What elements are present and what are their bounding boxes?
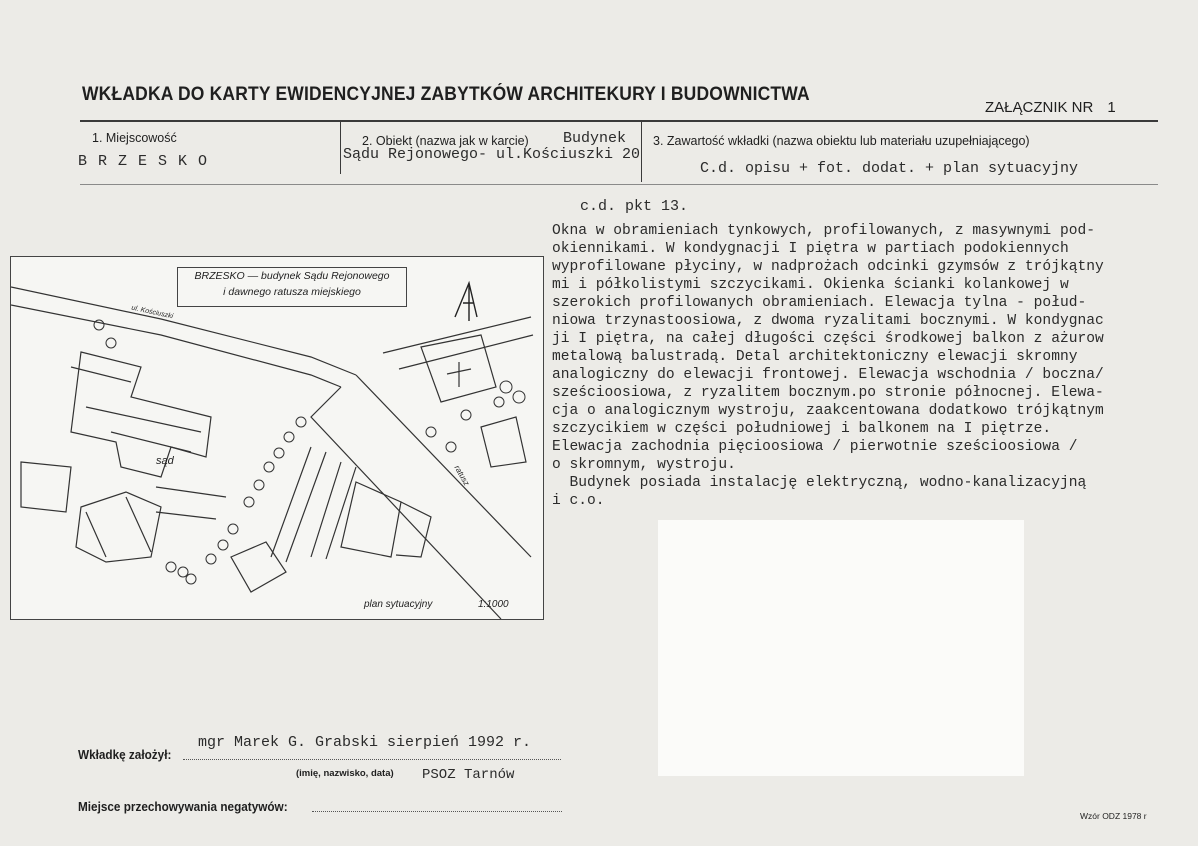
photo-placeholder xyxy=(658,520,1024,776)
north-arrow xyxy=(455,283,477,321)
site-plan xyxy=(10,256,544,620)
author-value: mgr Marek G. Grabski sierpień 1992 r. xyxy=(198,734,532,751)
continuation-heading: c.d. pkt 13. xyxy=(580,198,689,215)
form-title: WKŁADKA DO KARTY EWIDENCYJNEJ ZABYTKÓW ARCHITEKURY I BUDOWNICTWA xyxy=(82,84,810,105)
plan-scale: 1:1000 xyxy=(478,599,509,610)
building-label: sąd xyxy=(156,455,174,467)
desc-line: szczycikiem w części południowej i balkonem na I piętrze. xyxy=(552,421,1052,437)
field-divider-1 xyxy=(340,122,341,174)
attachment-label: ZAŁĄCZNIK NR xyxy=(985,99,1094,116)
negatives-line xyxy=(312,811,562,812)
negatives-label: Miejsce przechowywania negatywów: xyxy=(78,800,288,814)
institution-value: PSOZ Tarnów xyxy=(422,767,515,783)
form-code: Wzór ODZ 1978 r xyxy=(1080,811,1147,821)
street-label-1: ul. Kościuszki xyxy=(130,304,174,321)
desc-line: sześcioosiowa, z ryzalitem bocznym.po stronie północnej. Elewa- xyxy=(552,385,1104,401)
site-plan-drawing xyxy=(11,257,543,619)
plan-caption: plan sytuacyjny xyxy=(364,599,433,610)
author-hint: (imię, nazwisko, data) xyxy=(296,768,394,779)
legend-line-1: BRZESKO — budynek Sądu Rejonowego xyxy=(194,270,390,282)
field-2-label: 2. Obiekt (nazwa jak w karcie) xyxy=(362,134,529,148)
desc-line: ji I piętra, na całej długości części środkowej balkon z ażurow xyxy=(552,331,1104,347)
field-3-label: 3. Zawartość wkładki (nazwa obiektu lub materiału uzupełniającego) xyxy=(653,134,1030,148)
field-2-value-line2: Sądu Rejonowego- ul.Kościuszki 20 xyxy=(343,146,641,163)
desc-line: o skromnym, wystroju. xyxy=(552,457,736,473)
description-text xyxy=(552,222,1192,510)
author-label: Wkładkę założył: xyxy=(78,748,172,762)
street-label-2: ratusz xyxy=(452,463,472,488)
field-1-label: 1. Miejscowość xyxy=(92,131,177,145)
desc-line: Elewacja zachodnia pięcioosiowa / pierwotnie sześcioosiowa / xyxy=(552,439,1078,455)
desc-line: analogiczny do elewacji frontowej. Elewacja wschodnia / boczna/ xyxy=(552,367,1104,383)
desc-line: Budynek posiada instalację elektryczną, wodno-kanalizacyjną xyxy=(552,475,1087,491)
author-line xyxy=(183,759,561,760)
desc-line: metalową balustradą. Detal architektoniczny elewacji skromny xyxy=(552,349,1078,365)
title-rule xyxy=(80,120,1158,122)
attachment-value: 1 xyxy=(1107,99,1116,116)
attachment-number xyxy=(985,99,1116,116)
fields-bottom-rule xyxy=(80,184,1158,185)
desc-line: i c.o. xyxy=(552,493,605,509)
desc-line: szerokich profilowanych obramieniach. Elewacja tylna - połud- xyxy=(552,295,1087,311)
field-2-value-line1: Budynek xyxy=(563,130,627,147)
field-1-value: B R Z E S K O xyxy=(78,153,209,170)
field-3-value: C.d. opisu + fot. dodat. + plan sytuacyjny xyxy=(700,160,1079,177)
desc-line: cja o analogicznym wystroju, zaakcentowana dodatkowo trójkątnym xyxy=(552,403,1104,419)
desc-line: mi i półkolistymi szczycikami. Okienka ścianki kolankowej w xyxy=(552,277,1069,293)
desc-line: okiennikami. W kondygnacji I piętra w partiach podokiennych xyxy=(552,241,1069,257)
desc-line: niowa trzynastoosiowa, z dwoma ryzalitami bocznymi. W kondygnac xyxy=(552,313,1104,329)
desc-line: Okna w obramieniach tynkowych, profilowanych, z masywnymi pod- xyxy=(552,223,1095,239)
desc-line: wyprofilowane płyciny, w nadprożach odcinki gzymsów z trójkątny xyxy=(552,259,1104,275)
map-legend xyxy=(177,267,407,307)
legend-line-2: i dawnego ratusza miejskiego xyxy=(223,286,361,298)
field-divider-2 xyxy=(641,122,642,182)
